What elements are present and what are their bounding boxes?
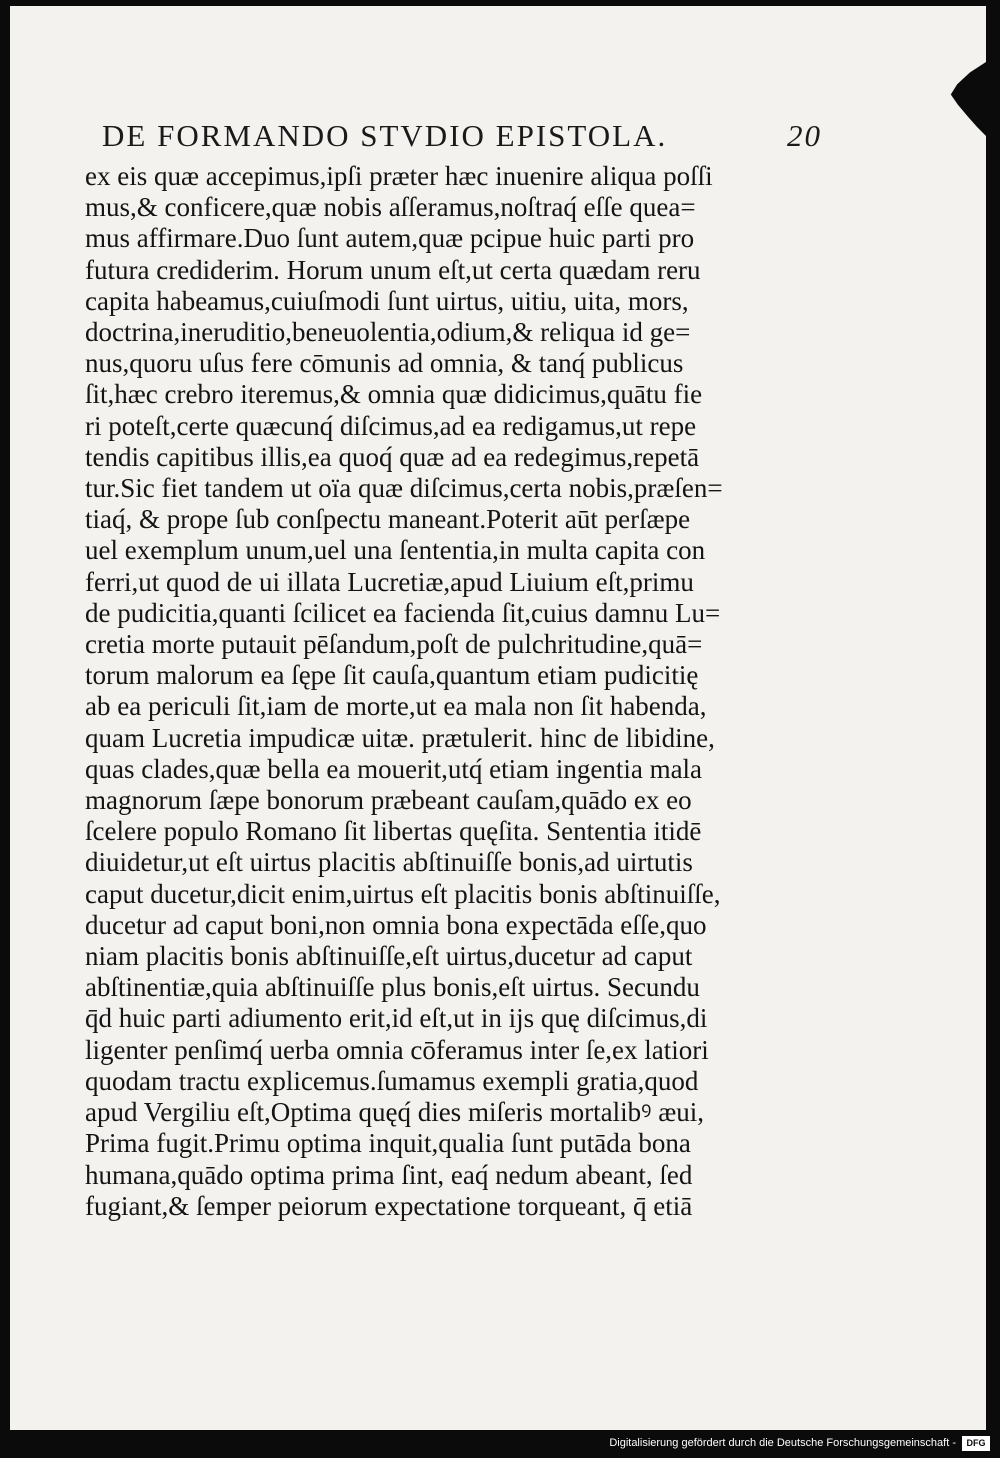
text-line: ab ea periculi ſit,iam de morte,ut ea mala non ſit habenda, xyxy=(85,691,707,722)
text-line: Prima fugit.Primu optima inquit,qualia ſunt putāda bona xyxy=(85,1128,691,1159)
text-line: ferri,ut quod de ui illata Lucretiæ,apud Liuium eſt,primu xyxy=(85,566,694,597)
text-line: humana,quādo optima prima ſint, eaq́ nedum abeant, ſed xyxy=(85,1159,693,1190)
text-line: tur.Sic fiet tandem ut oïa quæ diſcimus,certa nobis,præſen= xyxy=(85,473,723,504)
text-line: ſcelere populo Romano ſit libertas quęſita. Sententia itidē xyxy=(85,816,702,847)
running-header xyxy=(102,118,822,164)
text-line: tendis capitibus illis,ea quoq́ quæ ad ea redegimus,repetā xyxy=(85,441,700,472)
text-line: ſit,hæc crebro iteremus,& omnia quæ didicimus,quātu fie xyxy=(85,379,703,410)
text-line: capita habeamus,cuiuſmodi ſunt uirtus, uitiu, uita, mors, xyxy=(85,285,689,316)
text-line: q̄d huic parti adiumento erit,id eſt,ut in ijs quę diſcimus,di xyxy=(85,1003,708,1034)
torn-corner xyxy=(946,62,986,136)
page-number: 20 xyxy=(787,118,822,153)
text-line: caput ducetur,dicit enim,uirtus eſt placitis bonis abſtinuiſſe, xyxy=(85,878,721,909)
text-line: tiaq́, & prope ſub conſpectu maneant.Poterit aūt perſæpe xyxy=(85,504,691,535)
text-line: quam Lucretia impudicæ uitæ. prætulerit. hinc de libidine, xyxy=(85,722,715,753)
text-line: ducetur ad caput boni,non omnia bona expectāda eſſe,quo xyxy=(85,909,707,940)
text-line: quodam tractu explicemus.ſumamus exempli gratia,quod xyxy=(85,1065,699,1096)
text-line: apud Vergiliu eſt,Optima quęq́ dies miſeris mortalibꝰ æui, xyxy=(85,1097,704,1128)
text-line: futura crediderim. Horum unum eſt,ut certa quædam reru xyxy=(85,254,701,285)
digitization-credit: Digitalisierung gefördert durch die Deutsche Forschungsgemeinschaft - xyxy=(609,1437,956,1449)
text-line: quas clades,quæ bella ea mouerit,utq́ etiam ingentia mala xyxy=(85,753,703,784)
text-line: de pudicitia,quanti ſcilicet ea facienda ſit,cuius damnu Lu= xyxy=(85,597,721,628)
text-line: diuidetur,ut eſt uirtus placitis abſtinuiſſe bonis,ad uirtutis xyxy=(85,847,693,878)
body-text xyxy=(85,161,805,1222)
text-line: magnorum ſæpe bonorum præbeant cauſam,quādo ex eo xyxy=(85,785,692,816)
dfg-logo: DFG xyxy=(962,1436,990,1451)
text-line: doctrina,ineruditio,beneuolentia,odium,& reliqua id ge= xyxy=(85,317,691,348)
text-line: ligenter penſimq́ uerba omnia cōferamus inter ſe,ex latiori xyxy=(85,1034,709,1065)
text-line: niam placitis bonis abſtinuiſſe,eſt uirtus,ducetur ad caput xyxy=(85,941,693,972)
footer-bar xyxy=(0,1430,1000,1458)
text-line: mus,& conficere,quæ nobis aſſeramus,noſtraq́ eſſe quea= xyxy=(85,192,696,223)
text-line: nus,quoru uſus fere cōmunis ad omnia, & tanq́ publicus xyxy=(85,348,684,379)
text-line: fugiant,& ſemper peiorum expectatione torqueant, q̄ etiā xyxy=(85,1190,693,1221)
text-line: ex eis quæ accepimus,ipſi præter hæc inuenire aliqua poſſi xyxy=(85,161,713,191)
text-line: cretia morte putauit pēſandum,poſt de pulchritudine,quā= xyxy=(85,629,703,660)
header-title: DE FORMANDO STVDIO EPISTOLA. xyxy=(102,118,668,153)
text-line: torum malorum ea ſępe ſit cauſa,quantum etiam pudicitię xyxy=(85,660,699,691)
text-line: uel exemplum unum,uel una ſententia,in multa capita con xyxy=(85,535,706,566)
text-line: ri poteſt,certe quæcunq́ diſcimus,ad ea redigamus,ut repe xyxy=(85,410,697,441)
text-line: abſtinentiæ,quia abſtinuiſſe plus bonis,eſt uirtus. Secundu xyxy=(85,972,700,1003)
text-line: mus affirmare.Duo ſunt autem,quæ pcipue huic parti pro xyxy=(85,223,695,254)
